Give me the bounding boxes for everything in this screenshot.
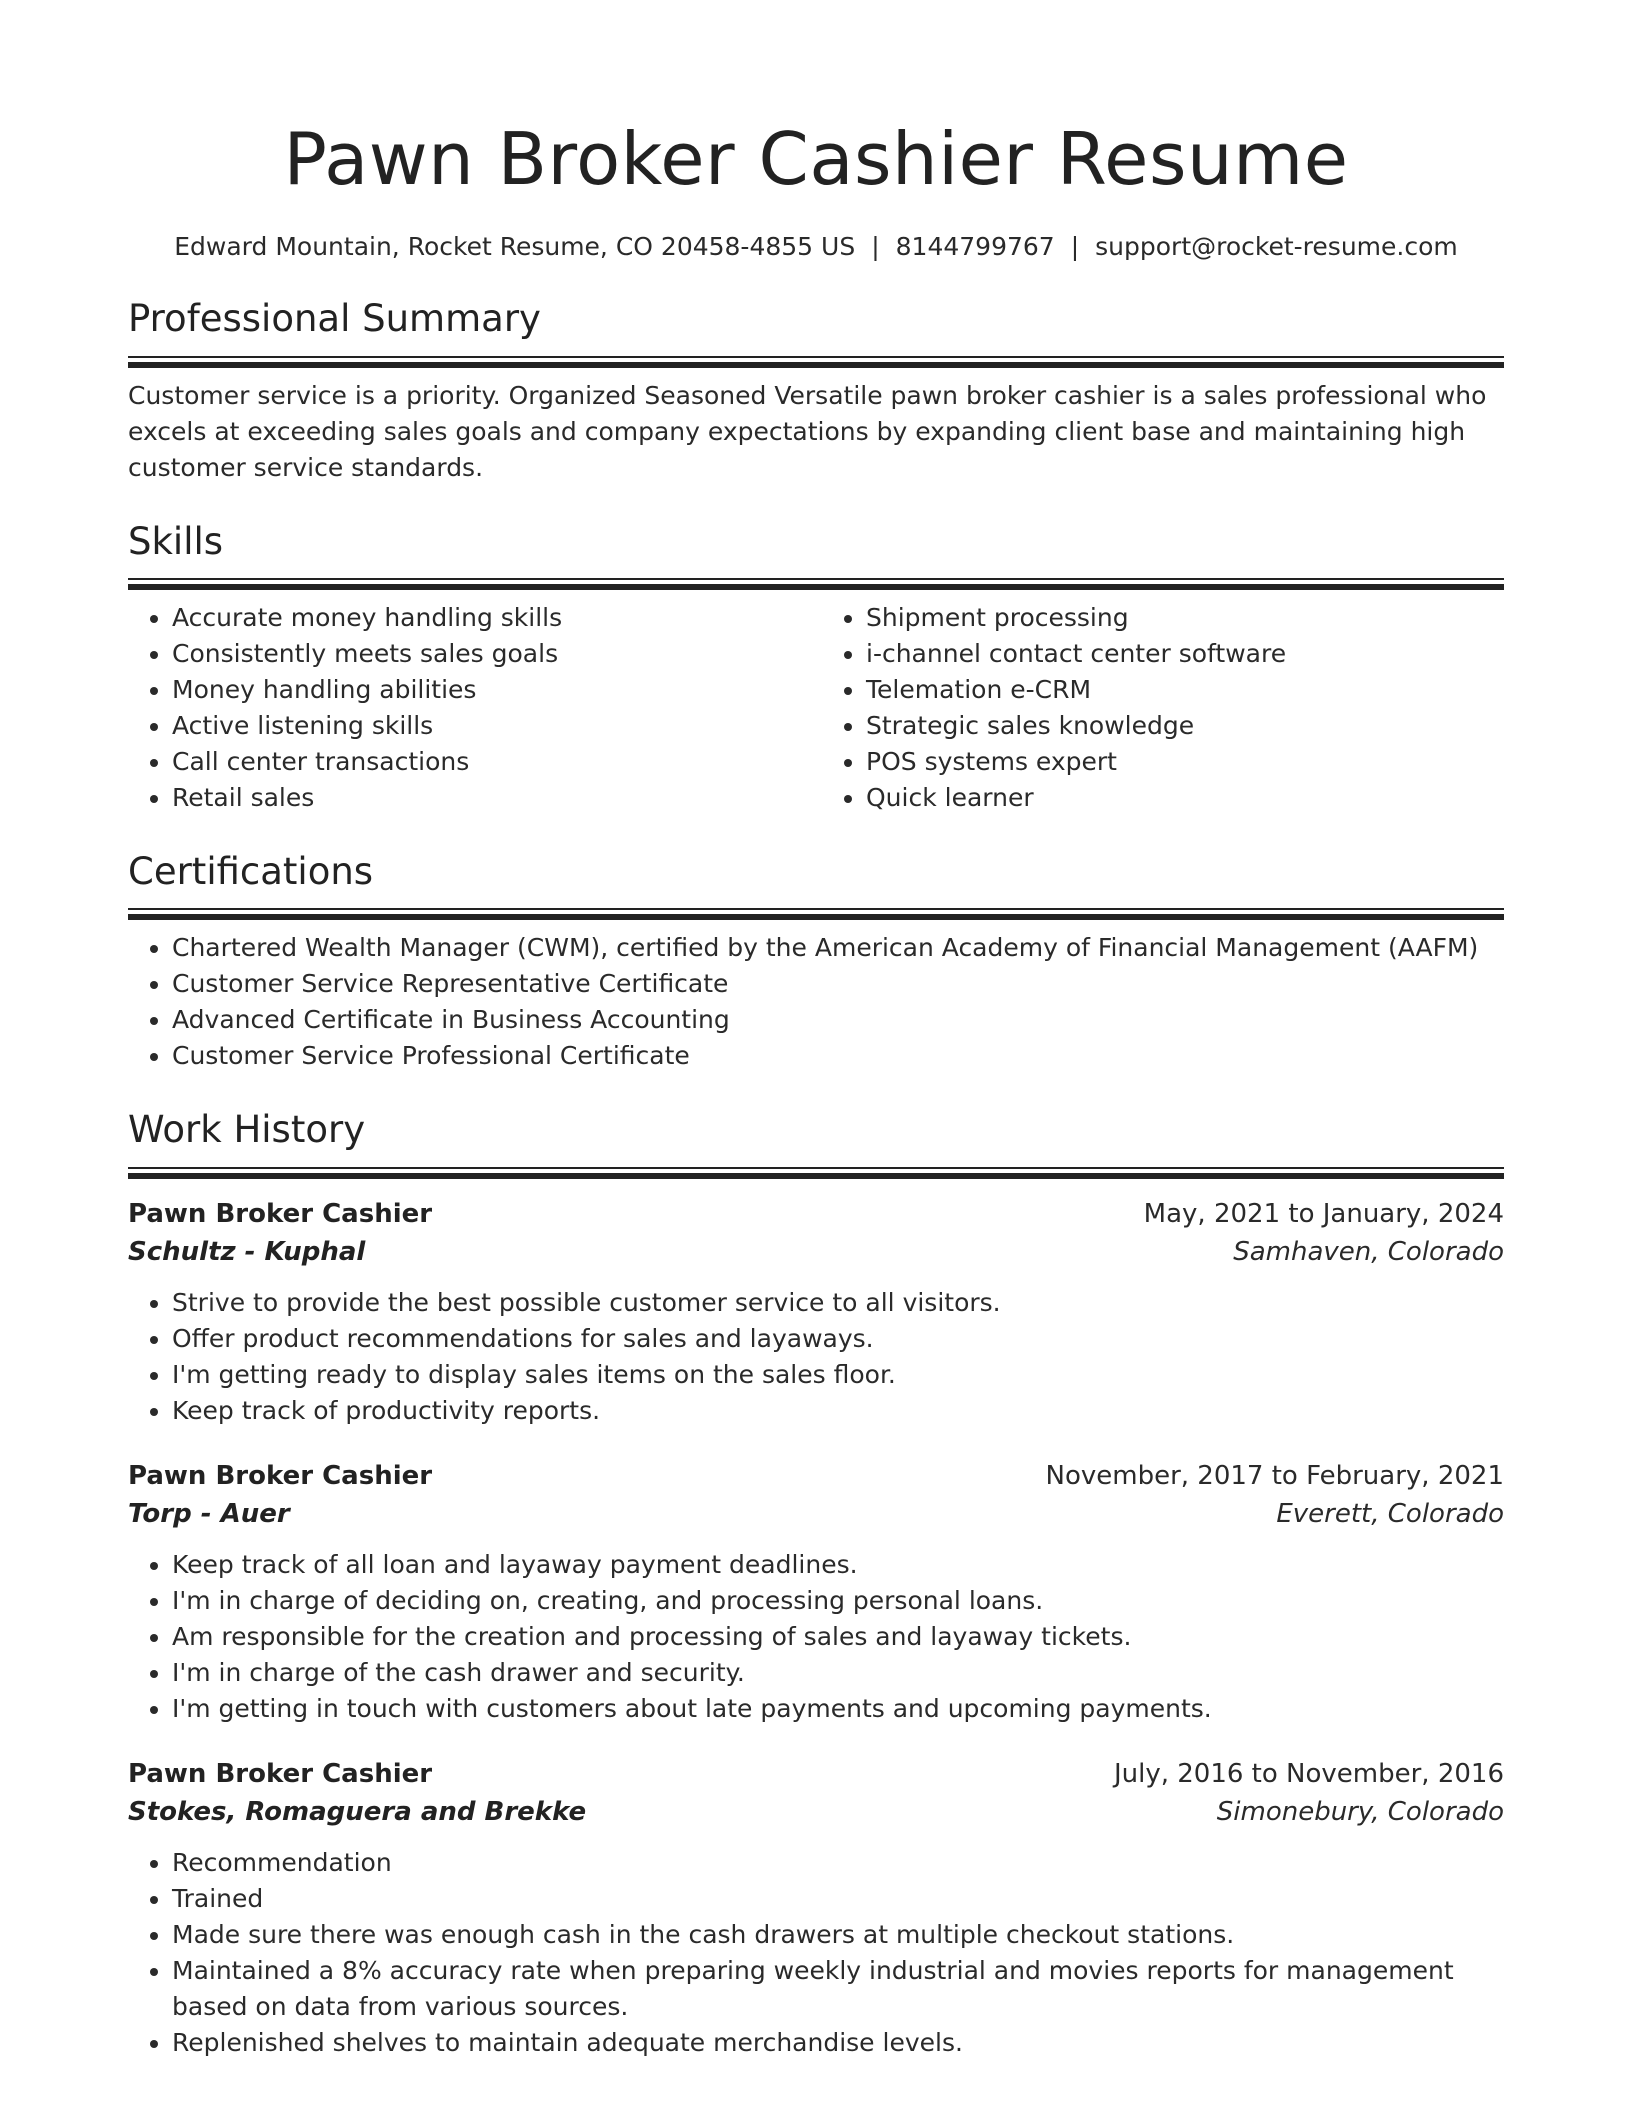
certification-item: • Chartered Wealth Manager (CWM), certified by the American Academy of Financial Management (AAFM): [172, 930, 1504, 966]
job-header-row: [128, 1755, 1504, 1793]
job-bullet: • Am responsible for the creation and processing of sales and layaway tickets.: [172, 1619, 1504, 1655]
skill-item: • Telemation e-CRM: [866, 672, 1504, 708]
section-divider: [128, 578, 1504, 590]
skill-item: • Active listening skills: [172, 708, 816, 744]
certifications-section: [128, 850, 1504, 1074]
contact-phone: 8144799767: [895, 231, 1055, 261]
job-dates: July, 2016 to November, 2016: [1113, 1758, 1504, 1789]
contact-line: [128, 231, 1504, 264]
skill-item: • POS systems expert: [866, 744, 1504, 780]
skill-item: • Strategic sales knowledge: [866, 708, 1504, 744]
skill-item: • Accurate money handling skills: [172, 600, 816, 636]
job-company-row: [128, 1495, 1504, 1533]
job-bullet: • Recommendation: [172, 1845, 1504, 1881]
job-entry: [128, 1457, 1504, 1727]
skill-item: • Call center transactions: [172, 744, 816, 780]
skills-grid: [128, 600, 1504, 816]
skills-list-left: [128, 600, 816, 816]
job-bullet: • I'm in charge of the cash drawer and security.: [172, 1655, 1504, 1691]
skill-item: • Quick learner: [866, 780, 1504, 816]
work-history-heading: Work History: [128, 1108, 366, 1152]
contact-separator: |: [1070, 231, 1080, 261]
certifications-heading: Certifications: [128, 850, 374, 894]
job-title: Pawn Broker Cashier: [128, 1758, 433, 1789]
skill-item: • Retail sales: [172, 780, 816, 816]
section-divider: [128, 908, 1504, 920]
job-bullet: • Maintained a 8% accuracy rate when preparing weekly industrial and movies reports for management based on data from various sources.: [172, 1953, 1504, 2025]
skill-item: • i-channel contact center software: [866, 636, 1504, 672]
summary-section: [128, 297, 1504, 485]
job-bullet: • Made sure there was enough cash in the cash drawers at multiple checkout stations.: [172, 1917, 1504, 1953]
job-entry: [128, 1755, 1504, 2061]
job-company: Stokes, Romaguera and Brekke: [128, 1796, 587, 1827]
job-bullet: • Trained: [172, 1881, 1504, 1917]
job-company: Schultz - Kuphal: [128, 1236, 366, 1267]
skill-item: • Consistently meets sales goals: [172, 636, 816, 672]
contact-separator: |: [871, 231, 880, 261]
job-bullet: • Keep track of all loan and layaway payment deadlines.: [172, 1547, 1504, 1583]
job-bullets: [128, 1845, 1504, 2061]
skills-heading: Skills: [128, 519, 224, 563]
certification-item: • Customer Service Professional Certificate: [172, 1038, 1504, 1074]
job-bullet: • I'm getting in touch with customers about late payments and upcoming payments.: [172, 1691, 1504, 1727]
job-title: Pawn Broker Cashier: [128, 1198, 433, 1229]
skill-item: • Shipment processing: [866, 600, 1504, 636]
work-history-section: [128, 1108, 1504, 2060]
job-header-row: [128, 1457, 1504, 1495]
job-bullets: [128, 1285, 1504, 1429]
certifications-list: [128, 930, 1504, 1074]
certification-item: • Customer Service Representative Certificate: [172, 966, 1504, 1002]
job-bullet: • Replenished shelves to maintain adequate merchandise levels.: [172, 2025, 1504, 2061]
job-bullet: • Keep track of productivity reports.: [172, 1393, 1504, 1429]
job-bullet: • Strive to provide the best possible customer service to all visitors.: [172, 1285, 1504, 1321]
contact-email: support@rocket-resume.com: [1095, 231, 1458, 261]
skill-item: • Money handling abilities: [172, 672, 816, 708]
contact-address: Edward Mountain, Rocket Resume, CO 20458-4855 US: [174, 231, 856, 261]
job-location: Everett, Colorado: [1276, 1498, 1504, 1529]
job-location: Samhaven, Colorado: [1233, 1236, 1504, 1267]
job-dates: November, 2017 to February, 2021: [1045, 1460, 1504, 1491]
job-title: Pawn Broker Cashier: [128, 1460, 433, 1491]
job-company-row: [128, 1793, 1504, 1831]
job-bullets: [128, 1547, 1504, 1727]
job-bullet: • I'm getting ready to display sales items on the sales floor.: [172, 1357, 1504, 1393]
skills-section: [128, 520, 1504, 816]
job-company: Torp - Auer: [128, 1498, 290, 1529]
section-divider: [128, 356, 1504, 368]
section-divider: [128, 1167, 1504, 1179]
job-header-row: [128, 1195, 1504, 1233]
certification-item: • Advanced Certificate in Business Accounting: [172, 1002, 1504, 1038]
summary-text: Customer service is a priority. Organized Seasoned Versatile pawn broker cashier is a sales professional who excels at exceeding sales goals and company expectations by expanding client base and maintaining high customer service standards.: [128, 380, 1487, 482]
document-title: Pawn Broker Cashier Resume: [283, 117, 1349, 201]
job-bullet: • I'm in charge of deciding on, creating, and processing personal loans.: [172, 1583, 1504, 1619]
skills-list-right: [816, 600, 1504, 816]
job-company-row: [128, 1233, 1504, 1271]
job-bullet: • Offer product recommendations for sales and layaways.: [172, 1321, 1504, 1357]
job-dates: May, 2021 to January, 2024: [1143, 1198, 1504, 1229]
summary-heading: Professional Summary: [128, 297, 541, 341]
job-location: Simonebury, Colorado: [1216, 1796, 1504, 1827]
job-entry: [128, 1195, 1504, 1429]
